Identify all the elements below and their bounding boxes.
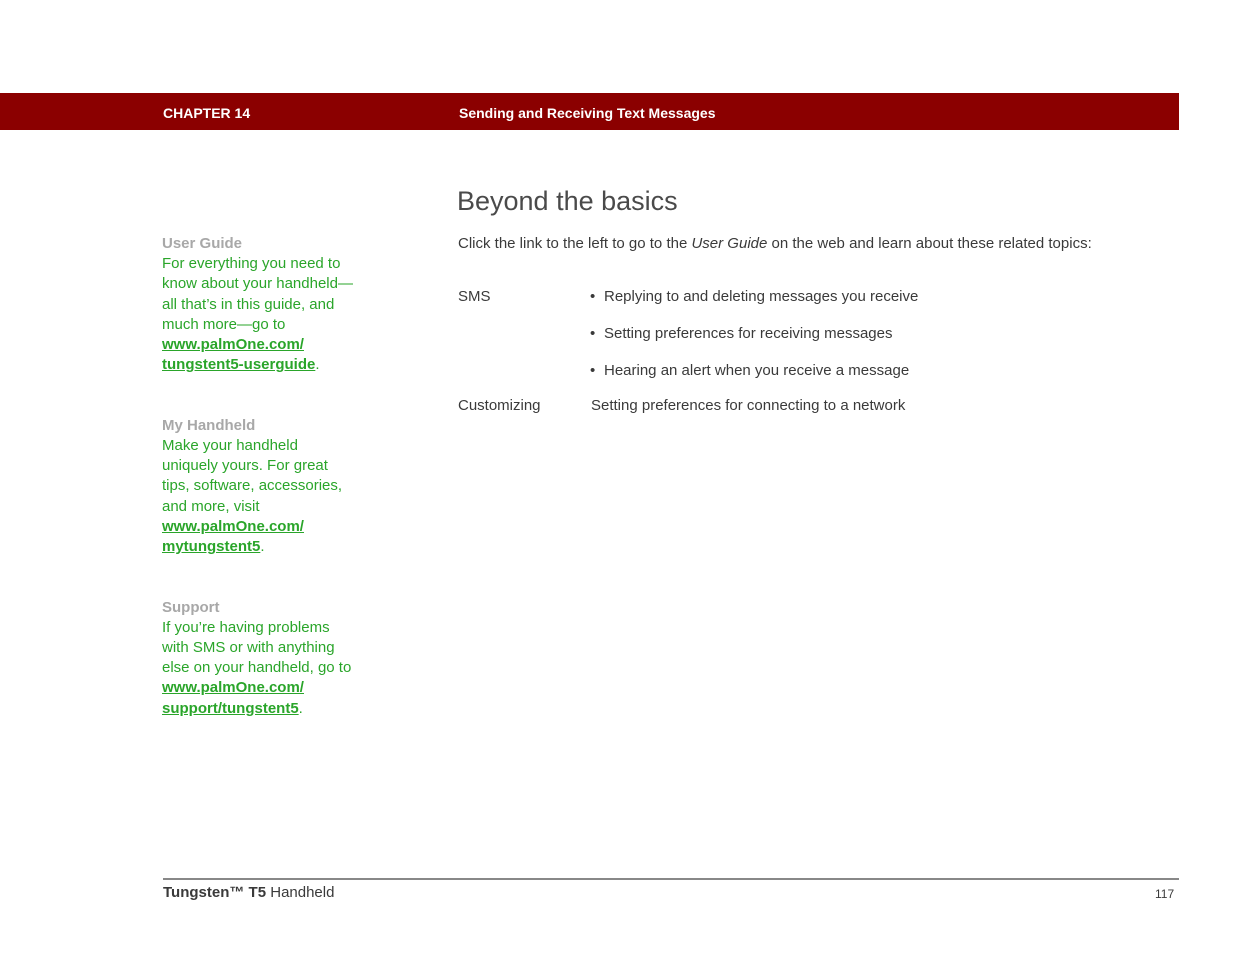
topic-item: [590, 288, 918, 305]
intro-text: Click the link to the left to go to the: [458, 235, 692, 252]
user-guide-link-line2[interactable]: tungstent5-userguide: [162, 356, 316, 374]
sidebar-text-line: all that’s in this guide, and: [162, 295, 335, 313]
footer-divider: [163, 878, 1179, 880]
my-handheld-link-line2[interactable]: mytungstent5: [162, 538, 261, 556]
sidebar-block-user-guide: [162, 234, 382, 376]
sidebar-text-line: tips, software, accessories,: [162, 477, 343, 495]
intro-text: on the web and learn about these related topics:: [767, 235, 1092, 252]
support-link-line1[interactable]: www.palmOne.com/: [162, 679, 304, 697]
link-trail: .: [260, 538, 265, 556]
sidebar-text-line: and more, visit: [162, 497, 260, 515]
bullet-icon: •: [590, 325, 596, 342]
support-link-line2[interactable]: support/tungstent5: [162, 699, 299, 717]
user-guide-link-line1[interactable]: www.palmOne.com/: [162, 336, 304, 354]
topic-item: Setting preferences for connecting to a network: [591, 397, 906, 414]
sidebar-heading: Support: [162, 598, 220, 616]
sidebar-heading: My Handheld: [162, 416, 256, 434]
chapter-title: Sending and Receiving Text Messages: [459, 105, 716, 121]
topic-item: [590, 325, 892, 342]
product-name-rest: Handheld: [266, 884, 335, 901]
topic-item: [590, 362, 909, 379]
my-handheld-link-line1[interactable]: www.palmOne.com/: [162, 517, 304, 535]
link-row: [162, 699, 382, 719]
link-row: [162, 355, 382, 375]
topic-item-text: Hearing an alert when you receive a message: [604, 362, 910, 379]
bullet-icon: •: [590, 288, 596, 305]
section-title: Beyond the basics: [457, 186, 678, 216]
sidebar-text-line: uniquely yours. For great: [162, 457, 328, 475]
intro-paragraph: [458, 235, 1092, 252]
product-name-bold: Tungsten™ T5: [163, 884, 267, 901]
sidebar-text-line: Make your handheld: [162, 436, 298, 454]
sidebar-text-line: with SMS or with anything: [162, 638, 335, 656]
intro-emphasis: User Guide: [691, 235, 768, 252]
chapter-number: CHAPTER 14: [163, 105, 251, 121]
topic-item-text: Setting preferences for receiving messages: [604, 325, 893, 342]
topic-label-customizing: Customizing: [458, 397, 541, 414]
topic-label-sms: SMS: [458, 288, 491, 305]
link-row: [162, 537, 382, 557]
sidebar-text-line: know about your handheld—: [162, 275, 353, 293]
link-trail: .: [298, 699, 303, 717]
link-trail: .: [315, 356, 320, 374]
topic-item-text: Replying to and deleting messages you receive: [604, 288, 919, 305]
sidebar-text-line: For everything you need to: [162, 255, 341, 272]
sidebar-text-line: much more—go to: [162, 315, 286, 333]
sidebar-text-line: If you’re having problems: [162, 618, 330, 636]
footer-product-name: [163, 884, 334, 901]
page-number: 117: [1155, 887, 1175, 901]
sidebar-text-line: else on your handheld, go to: [162, 659, 352, 677]
bullet-icon: •: [590, 362, 596, 379]
sidebar: [162, 234, 382, 719]
sidebar-block-support: [162, 598, 382, 719]
sidebar-block-my-handheld: [162, 416, 382, 558]
sidebar-heading: User Guide: [162, 235, 243, 252]
